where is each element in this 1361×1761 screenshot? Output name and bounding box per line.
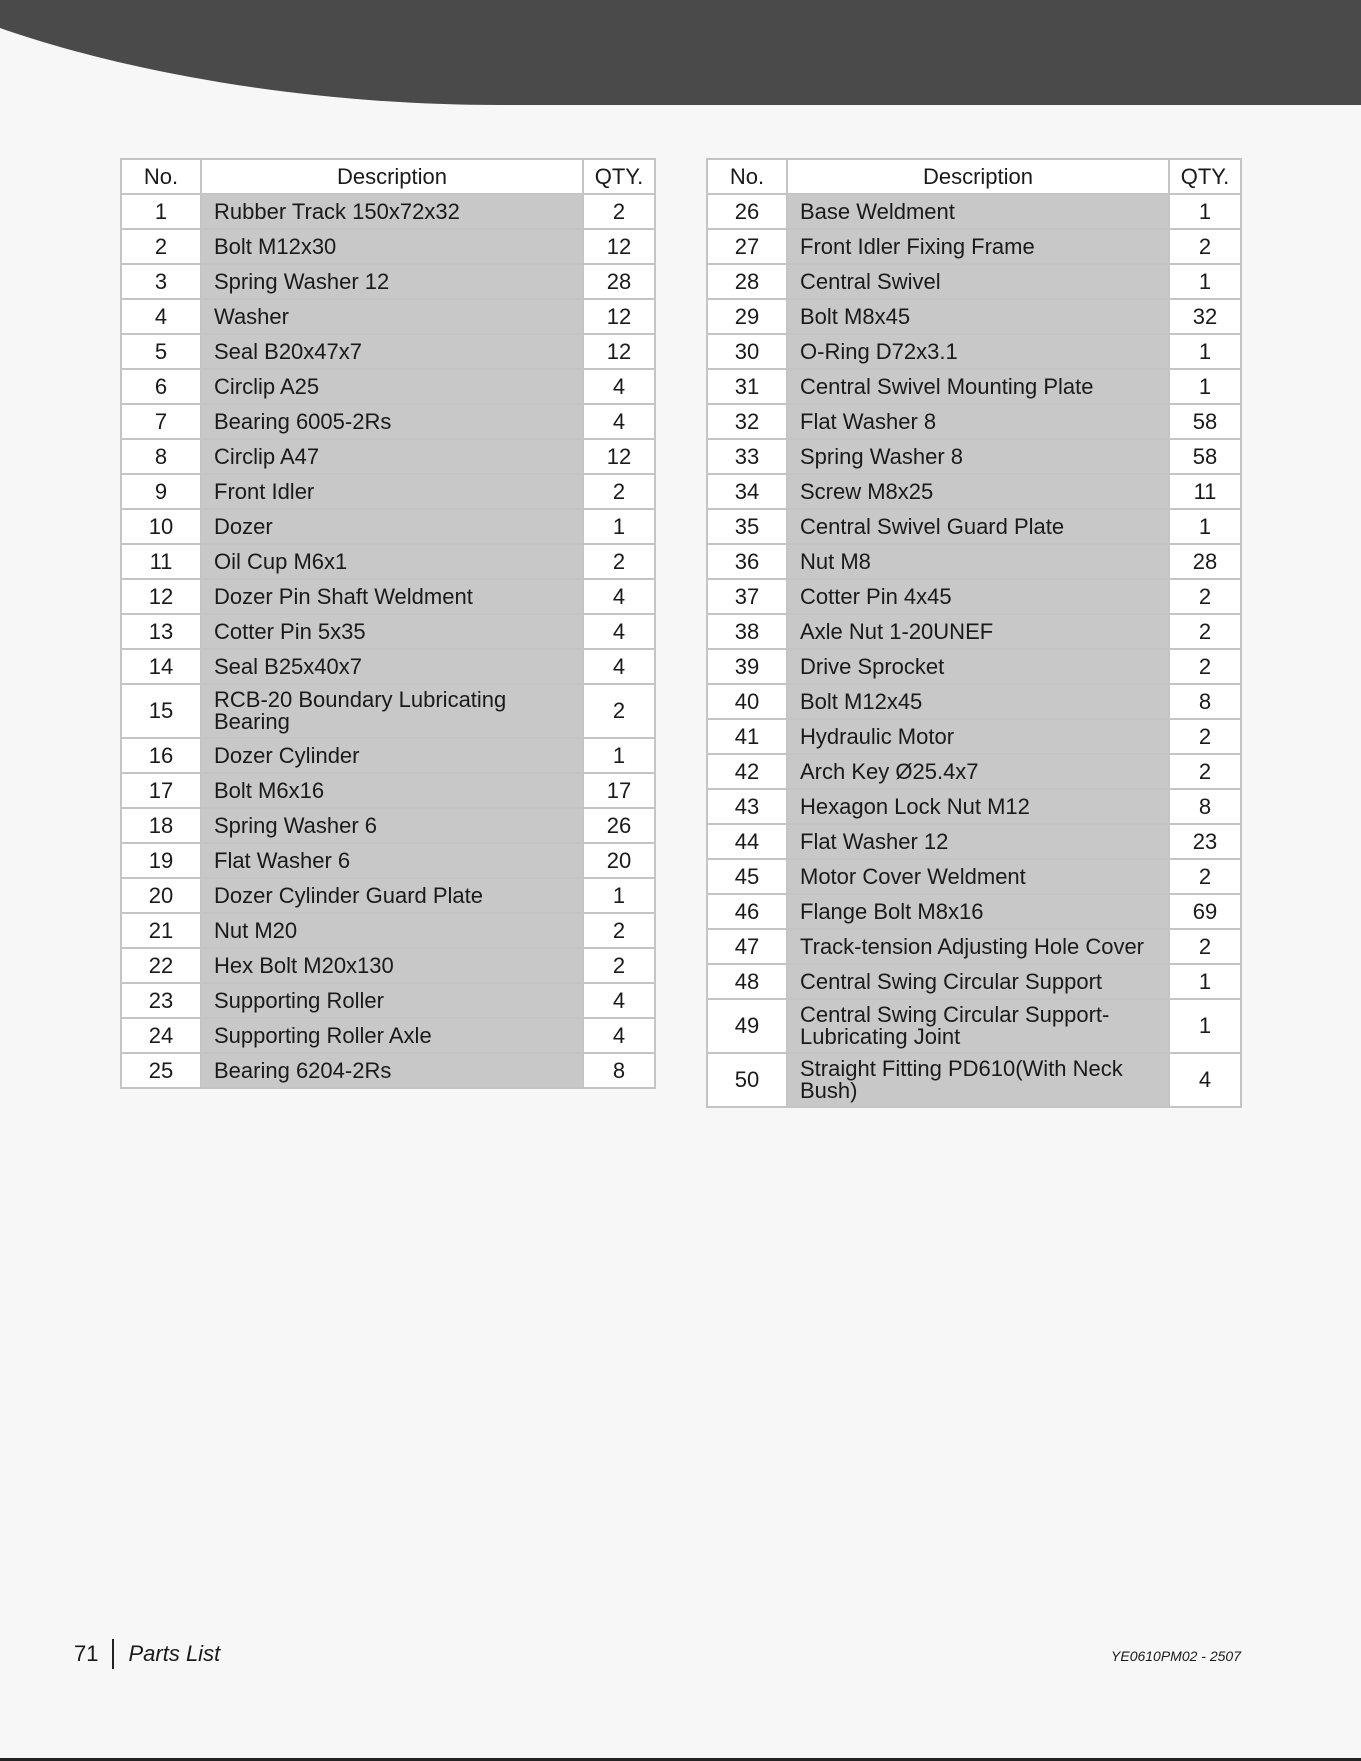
table-row — [121, 684, 655, 738]
table-row — [707, 544, 1241, 579]
table-row — [121, 614, 655, 649]
cell-description: Front Idler — [201, 474, 583, 509]
column-header-description: Description — [787, 159, 1169, 194]
cell-qty: 4 — [583, 983, 655, 1018]
table-row — [707, 824, 1241, 859]
cell-qty: 69 — [1169, 894, 1241, 929]
cell-description: Spring Washer 8 — [787, 439, 1169, 474]
cell-description: O-Ring D72x3.1 — [787, 334, 1169, 369]
cell-no: 7 — [121, 404, 201, 439]
cell-no: 5 — [121, 334, 201, 369]
cell-description: Dozer Cylinder Guard Plate — [201, 878, 583, 913]
cell-description: RCB-20 Boundary Lubricating Bearing — [201, 684, 583, 738]
cell-no: 45 — [707, 859, 787, 894]
cell-no: 20 — [121, 878, 201, 913]
cell-qty: 8 — [1169, 684, 1241, 719]
cell-no: 22 — [121, 948, 201, 983]
cell-qty: 32 — [1169, 299, 1241, 334]
cell-no: 14 — [121, 649, 201, 684]
cell-description: Spring Washer 6 — [201, 808, 583, 843]
cell-qty: 1 — [1169, 964, 1241, 999]
cell-qty: 1 — [1169, 369, 1241, 404]
cell-description: Arch Key Ø25.4x7 — [787, 754, 1169, 789]
cell-no: 46 — [707, 894, 787, 929]
cell-description: Dozer Pin Shaft Weldment — [201, 579, 583, 614]
cell-no: 6 — [121, 369, 201, 404]
cell-qty: 1 — [583, 509, 655, 544]
table-row — [121, 299, 655, 334]
cell-description: Flat Washer 8 — [787, 404, 1169, 439]
table-row — [121, 649, 655, 684]
cell-no: 27 — [707, 229, 787, 264]
cell-qty: 4 — [583, 614, 655, 649]
table-row — [707, 299, 1241, 334]
cell-no: 49 — [707, 999, 787, 1053]
cell-qty: 1 — [1169, 194, 1241, 229]
table-row — [121, 334, 655, 369]
cell-no: 43 — [707, 789, 787, 824]
cell-qty: 12 — [583, 439, 655, 474]
cell-qty: 2 — [583, 913, 655, 948]
cell-no: 28 — [707, 264, 787, 299]
table-row — [707, 929, 1241, 964]
cell-no: 8 — [121, 439, 201, 474]
table-row — [121, 808, 655, 843]
table-row — [707, 509, 1241, 544]
table-row — [121, 544, 655, 579]
cell-no: 25 — [121, 1053, 201, 1088]
cell-no: 50 — [707, 1053, 787, 1107]
page-number: 71 — [74, 1641, 99, 1666]
table-row — [707, 404, 1241, 439]
table-row — [121, 983, 655, 1018]
table-row — [707, 579, 1241, 614]
table-row — [121, 439, 655, 474]
parts-table-right — [706, 158, 1242, 1108]
cell-qty: 2 — [1169, 754, 1241, 789]
table-row — [707, 194, 1241, 229]
table-row — [707, 684, 1241, 719]
cell-qty: 2 — [1169, 614, 1241, 649]
table-row — [121, 264, 655, 299]
cell-no: 12 — [121, 579, 201, 614]
cell-no: 40 — [707, 684, 787, 719]
cell-description: Oil Cup M6x1 — [201, 544, 583, 579]
cell-no: 38 — [707, 614, 787, 649]
table-row — [121, 369, 655, 404]
cell-qty: 12 — [583, 334, 655, 369]
table-row — [707, 789, 1241, 824]
cell-no: 17 — [121, 773, 201, 808]
cell-description: Axle Nut 1-20UNEF — [787, 614, 1169, 649]
cell-qty: 1 — [1169, 509, 1241, 544]
cell-no: 23 — [121, 983, 201, 1018]
cell-description: Dozer Cylinder — [201, 738, 583, 773]
table-header-row — [707, 159, 1241, 194]
cell-no: 47 — [707, 929, 787, 964]
cell-description: Bearing 6005-2Rs — [201, 404, 583, 439]
table-body — [121, 194, 655, 1088]
cell-description: Front Idler Fixing Frame — [787, 229, 1169, 264]
cell-qty: 2 — [583, 544, 655, 579]
cell-qty: 26 — [583, 808, 655, 843]
cell-qty: 12 — [583, 299, 655, 334]
cell-qty: 4 — [583, 369, 655, 404]
cell-qty: 2 — [1169, 649, 1241, 684]
cell-description: Seal B25x40x7 — [201, 649, 583, 684]
cell-qty: 2 — [1169, 719, 1241, 754]
table-row — [121, 474, 655, 509]
cell-qty: 2 — [1169, 579, 1241, 614]
cell-qty: 12 — [583, 229, 655, 264]
footer-divider — [112, 1639, 114, 1669]
cell-no: 48 — [707, 964, 787, 999]
cell-qty: 8 — [1169, 789, 1241, 824]
cell-qty: 2 — [583, 194, 655, 229]
cell-no: 4 — [121, 299, 201, 334]
cell-description: Rubber Track 150x72x32 — [201, 194, 583, 229]
column-header-no: No. — [121, 159, 201, 194]
cell-no: 31 — [707, 369, 787, 404]
cell-description: Hydraulic Motor — [787, 719, 1169, 754]
cell-no: 34 — [707, 474, 787, 509]
cell-no: 15 — [121, 684, 201, 738]
table-row — [121, 843, 655, 878]
cell-qty: 2 — [1169, 859, 1241, 894]
table-row — [707, 649, 1241, 684]
table-row — [707, 229, 1241, 264]
table-row — [121, 509, 655, 544]
cell-qty: 17 — [583, 773, 655, 808]
cell-qty: 2 — [1169, 229, 1241, 264]
section-title: Parts List — [128, 1641, 221, 1666]
cell-description: Hexagon Lock Nut M12 — [787, 789, 1169, 824]
cell-no: 35 — [707, 509, 787, 544]
cell-no: 2 — [121, 229, 201, 264]
cell-description: Flat Washer 6 — [201, 843, 583, 878]
cell-qty: 1 — [1169, 334, 1241, 369]
cell-qty: 4 — [1169, 1053, 1241, 1107]
cell-description: Bolt M12x45 — [787, 684, 1169, 719]
cell-no: 32 — [707, 404, 787, 439]
cell-qty: 58 — [1169, 439, 1241, 474]
cell-no: 16 — [121, 738, 201, 773]
cell-no: 26 — [707, 194, 787, 229]
document-code: YE0610PM02 - 2507 — [1111, 1648, 1241, 1664]
table-row — [121, 773, 655, 808]
cell-description: Flange Bolt M8x16 — [787, 894, 1169, 929]
cell-description: Central Swing Circular Support — [787, 964, 1169, 999]
table-row — [707, 754, 1241, 789]
table-row — [707, 1053, 1241, 1107]
cell-description: Dozer — [201, 509, 583, 544]
cell-qty: 58 — [1169, 404, 1241, 439]
cell-description: Washer — [201, 299, 583, 334]
cell-description: Bolt M12x30 — [201, 229, 583, 264]
cell-qty: 2 — [1169, 929, 1241, 964]
cell-description: Supporting Roller — [201, 983, 583, 1018]
cell-qty: 1 — [583, 878, 655, 913]
table-row — [121, 1018, 655, 1053]
cell-description: Nut M20 — [201, 913, 583, 948]
cell-qty: 2 — [583, 684, 655, 738]
cell-no: 30 — [707, 334, 787, 369]
cell-description: Base Weldment — [787, 194, 1169, 229]
cell-no: 10 — [121, 509, 201, 544]
table-row — [121, 948, 655, 983]
cell-description: Bearing 6204-2Rs — [201, 1053, 583, 1088]
cell-no: 21 — [121, 913, 201, 948]
parts-table-left — [120, 158, 656, 1089]
column-header-qty: QTY. — [1169, 159, 1241, 194]
table-row — [121, 738, 655, 773]
cell-qty: 2 — [583, 948, 655, 983]
cell-no: 41 — [707, 719, 787, 754]
cell-description: Motor Cover Weldment — [787, 859, 1169, 894]
cell-qty: 11 — [1169, 474, 1241, 509]
table-row — [121, 194, 655, 229]
cell-qty: 4 — [583, 1018, 655, 1053]
cell-qty: 20 — [583, 843, 655, 878]
table-row — [707, 719, 1241, 754]
table-row — [121, 229, 655, 264]
cell-qty: 28 — [583, 264, 655, 299]
column-header-qty: QTY. — [583, 159, 655, 194]
cell-no: 9 — [121, 474, 201, 509]
table-row — [707, 439, 1241, 474]
cell-description: Nut M8 — [787, 544, 1169, 579]
table-row — [707, 474, 1241, 509]
cell-no: 44 — [707, 824, 787, 859]
cell-description: Circlip A25 — [201, 369, 583, 404]
column-header-description: Description — [201, 159, 583, 194]
cell-description: Bolt M8x45 — [787, 299, 1169, 334]
cell-description: Central Swing Circular Support-Lubricating Joint — [787, 999, 1169, 1053]
cell-description: Circlip A47 — [201, 439, 583, 474]
cell-qty: 28 — [1169, 544, 1241, 579]
cell-description: Central Swivel Mounting Plate — [787, 369, 1169, 404]
table-row — [707, 614, 1241, 649]
cell-qty: 8 — [583, 1053, 655, 1088]
cell-description: Bolt M6x16 — [201, 773, 583, 808]
cell-no: 33 — [707, 439, 787, 474]
cell-no: 37 — [707, 579, 787, 614]
cell-no: 11 — [121, 544, 201, 579]
table-row — [707, 894, 1241, 929]
cell-description: Spring Washer 12 — [201, 264, 583, 299]
cell-no: 24 — [121, 1018, 201, 1053]
cell-no: 29 — [707, 299, 787, 334]
table-header-row — [121, 159, 655, 194]
cell-description: Flat Washer 12 — [787, 824, 1169, 859]
cell-qty: 4 — [583, 404, 655, 439]
cell-no: 13 — [121, 614, 201, 649]
cell-qty: 1 — [1169, 999, 1241, 1053]
cell-qty: 23 — [1169, 824, 1241, 859]
cell-qty: 4 — [583, 579, 655, 614]
table-row — [707, 369, 1241, 404]
cell-description: Seal B20x47x7 — [201, 334, 583, 369]
table-row — [121, 913, 655, 948]
cell-description: Track-tension Adjusting Hole Cover — [787, 929, 1169, 964]
table-body — [707, 194, 1241, 1107]
table-row — [121, 404, 655, 439]
cell-qty: 1 — [583, 738, 655, 773]
table-row — [707, 264, 1241, 299]
table-row — [707, 334, 1241, 369]
cell-qty: 4 — [583, 649, 655, 684]
cell-qty: 2 — [583, 474, 655, 509]
table-row — [121, 878, 655, 913]
table-row — [707, 999, 1241, 1053]
column-header-no: No. — [707, 159, 787, 194]
page-footer — [74, 1638, 220, 1670]
cell-no: 3 — [121, 264, 201, 299]
cell-description: Central Swivel — [787, 264, 1169, 299]
cell-no: 39 — [707, 649, 787, 684]
header-band — [0, 0, 1361, 110]
cell-no: 18 — [121, 808, 201, 843]
cell-no: 42 — [707, 754, 787, 789]
cell-no: 19 — [121, 843, 201, 878]
cell-description: Central Swivel Guard Plate — [787, 509, 1169, 544]
cell-no: 36 — [707, 544, 787, 579]
cell-description: Hex Bolt M20x130 — [201, 948, 583, 983]
cell-description: Straight Fitting PD610(With Neck Bush) — [787, 1053, 1169, 1107]
cell-description: Cotter Pin 5x35 — [201, 614, 583, 649]
table-row — [707, 859, 1241, 894]
table-row — [121, 1053, 655, 1088]
cell-qty: 1 — [1169, 264, 1241, 299]
table-row — [121, 579, 655, 614]
table-row — [707, 964, 1241, 999]
cell-description: Cotter Pin 4x45 — [787, 579, 1169, 614]
cell-description: Drive Sprocket — [787, 649, 1169, 684]
cell-no: 1 — [121, 194, 201, 229]
cell-description: Supporting Roller Axle — [201, 1018, 583, 1053]
cell-description: Screw M8x25 — [787, 474, 1169, 509]
